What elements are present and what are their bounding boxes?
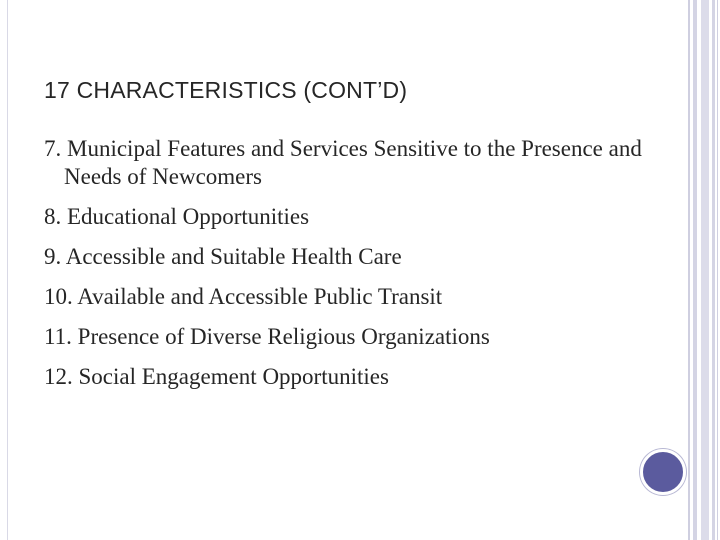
characteristics-list — [44, 135, 644, 403]
decorative-circle — [640, 449, 686, 495]
list-item: 11. Presence of Diverse Religious Organizations — [44, 324, 490, 349]
list-item: 7. Municipal Features and Services Sensitive to the Presence and Needs of Newcomers — [44, 136, 642, 189]
list-item: 10. Available and Accessible Public Transit — [44, 284, 443, 309]
stripe — [717, 0, 718, 540]
decorative-stripes — [680, 0, 720, 540]
stripe — [712, 0, 715, 540]
left-border-line — [7, 0, 8, 540]
stripe — [701, 0, 709, 540]
stripe — [688, 0, 690, 540]
list-item: 8. Educational Opportunities — [44, 204, 310, 229]
slide-title: 17 CHARACTERISTICS (CONT’D) — [44, 77, 408, 103]
list-item: 9. Accessible and Suitable Health Care — [44, 244, 402, 269]
list-item: 12. Social Engagement Opportunities — [44, 364, 389, 389]
stripe — [693, 0, 697, 540]
